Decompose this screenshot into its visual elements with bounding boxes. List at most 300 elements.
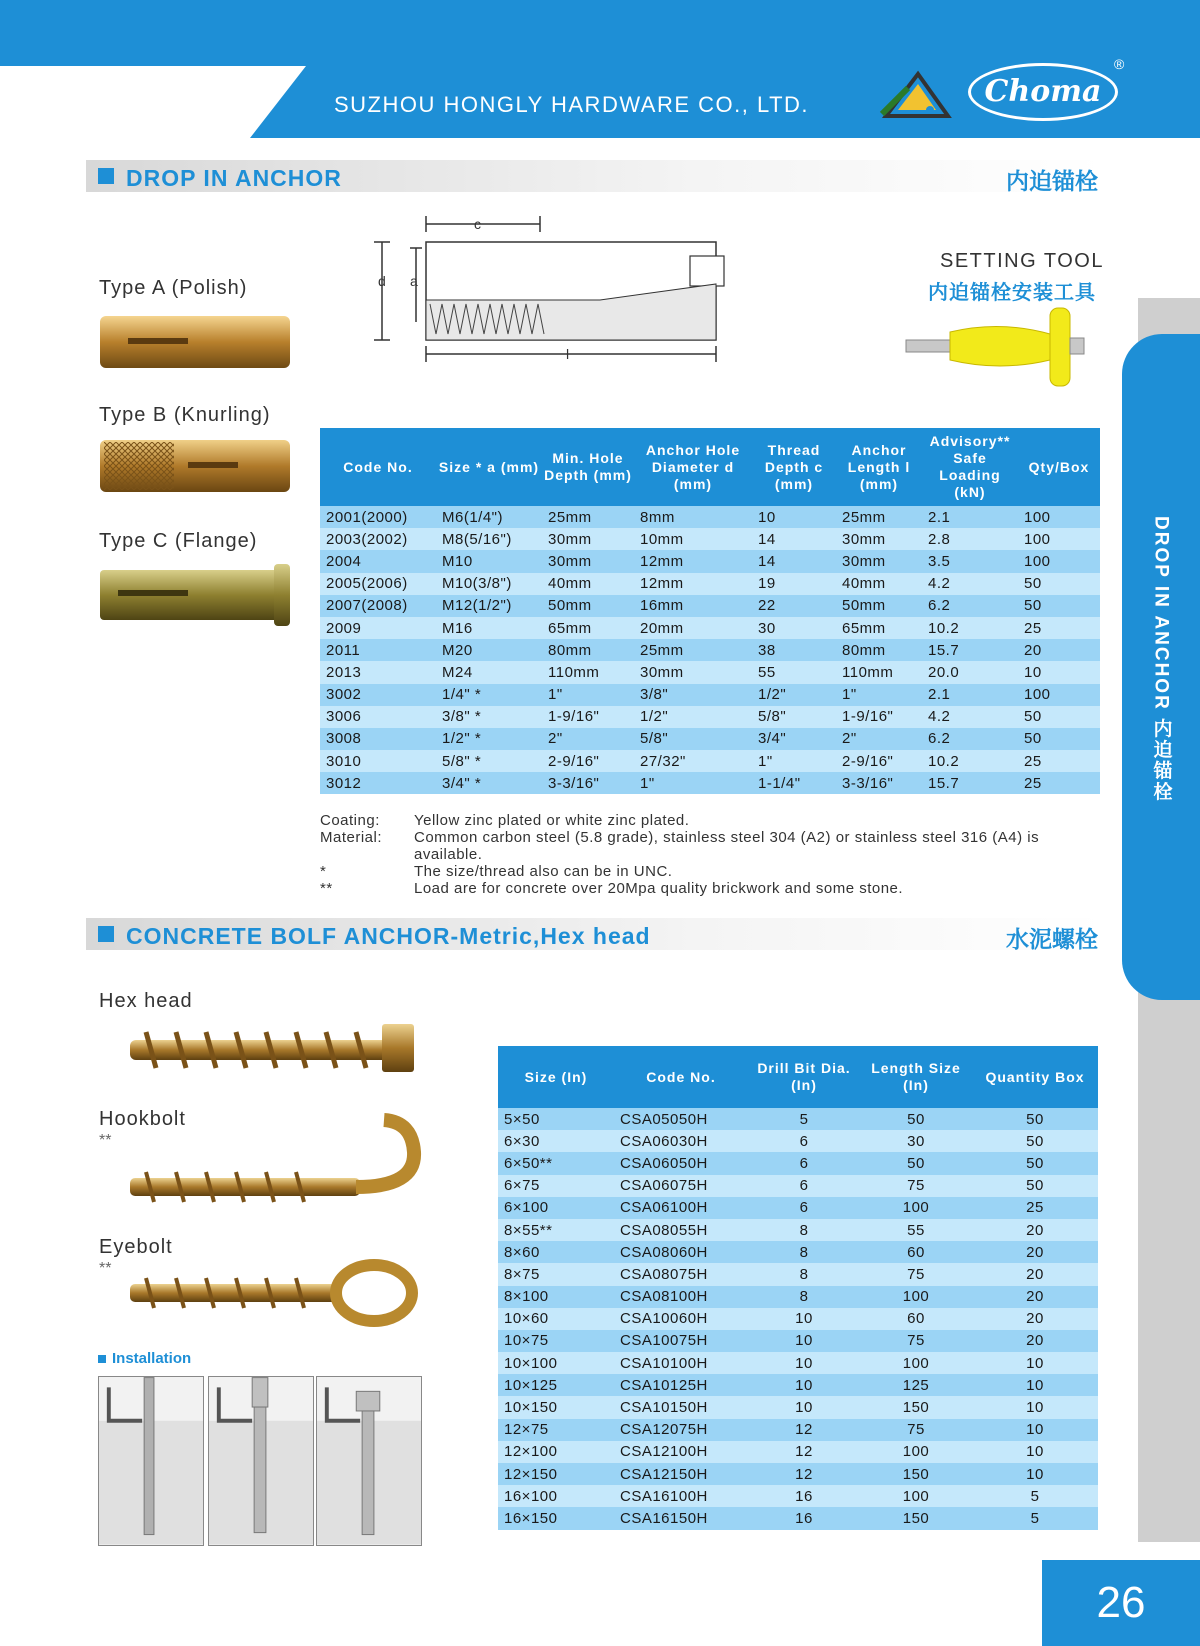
table-cell: 25 [1018, 617, 1100, 639]
diagram-label-l: l [566, 346, 570, 362]
table-cell: CSA08060H [614, 1241, 748, 1263]
table-cell: 50 [1018, 573, 1100, 595]
table-cell: M8(5/16") [436, 528, 542, 550]
table-cell: 50 [1018, 728, 1100, 750]
table-cell: 10×75 [498, 1330, 614, 1352]
table-cell: 5/8" * [436, 750, 542, 772]
table-cell: 1/2" [752, 684, 836, 706]
table-row [320, 573, 1100, 595]
table-cell: 16×150 [498, 1507, 614, 1529]
table-cell: 5 [972, 1507, 1098, 1529]
table-cell: 10 [972, 1441, 1098, 1463]
table-cell: 8×60 [498, 1241, 614, 1263]
triangle-logo-icon [878, 70, 952, 120]
header-band [0, 0, 1200, 66]
table-cell: 50 [860, 1108, 972, 1130]
table-row [498, 1507, 1098, 1529]
table-cell: 16mm [634, 595, 752, 617]
table-cell: CSA08055H [614, 1219, 748, 1241]
table-cell: 10×60 [498, 1308, 614, 1330]
table-row [498, 1152, 1098, 1174]
table-cell: CSA10060H [614, 1308, 748, 1330]
notes-block [320, 812, 1084, 897]
table-cell: 8 [748, 1219, 860, 1241]
col-header: Thread Depth c (mm) [752, 428, 836, 506]
col-header: Advisory** Safe Loading (kN) [922, 428, 1018, 506]
table-cell: 1/2" [634, 706, 752, 728]
table-cell: 110mm [836, 661, 922, 683]
note-row [320, 880, 1084, 897]
table-cell: 20 [972, 1286, 1098, 1308]
table-cell: 30mm [542, 528, 634, 550]
table-cell: 2001(2000) [320, 506, 436, 528]
table-cell: 75 [860, 1263, 972, 1285]
table-row [498, 1108, 1098, 1130]
col-header: Qty/Box [1018, 428, 1100, 506]
table-row [320, 750, 1100, 772]
section-title-cn: 内迫锚栓 [1006, 168, 1098, 194]
table-cell: 10mm [634, 528, 752, 550]
installation-square-icon [98, 1355, 106, 1363]
table-cell: 16×100 [498, 1485, 614, 1507]
type-c-anchor-image [98, 562, 294, 628]
table-cell: 20 [972, 1308, 1098, 1330]
table-cell: 10 [972, 1419, 1098, 1441]
table-cell: 50mm [542, 595, 634, 617]
table-cell: 60 [860, 1308, 972, 1330]
table-cell: 2003(2002) [320, 528, 436, 550]
table-row [498, 1197, 1098, 1219]
table-cell: 1-9/16" [836, 706, 922, 728]
table-cell: CSA10150H [614, 1396, 748, 1418]
table-cell: 12 [748, 1463, 860, 1485]
col-header: Code No. [614, 1046, 748, 1108]
table-cell: 25mm [542, 506, 634, 528]
table-cell: 2-9/16" [542, 750, 634, 772]
note-key: ** [320, 880, 333, 897]
concrete-bolt-table [498, 1046, 1098, 1530]
installation-step-1-image [98, 1376, 204, 1546]
table-row [498, 1130, 1098, 1152]
table-cell: 12mm [634, 550, 752, 572]
table-cell: 8mm [634, 506, 752, 528]
table-row [498, 1419, 1098, 1441]
table-cell: CSA06050H [614, 1152, 748, 1174]
table-cell: CSA16100H [614, 1485, 748, 1507]
table-cell: M10(3/8") [436, 573, 542, 595]
table-cell: 10 [748, 1396, 860, 1418]
table-cell: 100 [860, 1485, 972, 1507]
eyebolt-mark: ** [99, 1260, 112, 1277]
diagram-label-a: a [410, 273, 418, 289]
table-row [498, 1241, 1098, 1263]
table-cell: CSA10100H [614, 1352, 748, 1374]
table-cell: 12×150 [498, 1463, 614, 1485]
table-cell: 150 [860, 1463, 972, 1485]
table-cell: 100 [1018, 506, 1100, 528]
brand-logo: Choma [968, 63, 1118, 121]
table-cell: 8×75 [498, 1263, 614, 1285]
table-cell: 2011 [320, 639, 436, 661]
type-a-anchor-image [98, 312, 294, 372]
note-key: * [320, 863, 327, 880]
table-cell: 10.2 [922, 617, 1018, 639]
table-cell: 10 [972, 1396, 1098, 1418]
table-cell: CSA08075H [614, 1263, 748, 1285]
installation-step-2-image [208, 1376, 314, 1546]
table-cell: 30mm [542, 550, 634, 572]
table-cell: 10 [752, 506, 836, 528]
table-cell: 25mm [634, 639, 752, 661]
table-cell: 125 [860, 1374, 972, 1396]
col-header: Anchor Hole Diameter d (mm) [634, 428, 752, 506]
table-cell: 3.5 [922, 550, 1018, 572]
hex-head-bolt-image [126, 1018, 426, 1078]
table-cell: 1-9/16" [542, 706, 634, 728]
table-cell: 1" [752, 750, 836, 772]
table-cell: 150 [860, 1507, 972, 1529]
note-value: The size/thread also can be in UNC. [414, 863, 673, 880]
table-cell: 50 [1018, 595, 1100, 617]
table-row [320, 506, 1100, 528]
table-cell: 150 [860, 1396, 972, 1418]
table-row [320, 595, 1100, 617]
table-cell: 6×30 [498, 1130, 614, 1152]
company-name: SUZHOU HONGLY HARDWARE CO., LTD. [334, 92, 810, 117]
table-cell: CSA12100H [614, 1441, 748, 1463]
table-cell: CSA05050H [614, 1108, 748, 1130]
table-cell: M12(1/2") [436, 595, 542, 617]
table-cell: 65mm [542, 617, 634, 639]
table-cell: 12×75 [498, 1419, 614, 1441]
table-cell: 10 [748, 1330, 860, 1352]
table-cell: CSA08100H [614, 1286, 748, 1308]
table-row [320, 728, 1100, 750]
table-cell: 6×75 [498, 1175, 614, 1197]
table-cell: CSA06100H [614, 1197, 748, 1219]
table-cell: 10 [748, 1308, 860, 1330]
table-cell: 6.2 [922, 595, 1018, 617]
table-cell: 12 [748, 1419, 860, 1441]
hex-head-label: Hex head [99, 990, 193, 1012]
table-cell: 3006 [320, 706, 436, 728]
table-cell: 15.7 [922, 639, 1018, 661]
installation-label: Installation [112, 1350, 192, 1367]
eyebolt-image [126, 1248, 426, 1328]
table-cell: 2007(2008) [320, 595, 436, 617]
table-cell: 100 [1018, 684, 1100, 706]
installation-step-3-image [316, 1376, 422, 1546]
table-cell: 5 [748, 1108, 860, 1130]
hookbolt-mark: ** [99, 1132, 112, 1149]
table-cell: 10 [748, 1352, 860, 1374]
table-cell: 2004 [320, 550, 436, 572]
table-row [498, 1374, 1098, 1396]
section-title: DROP IN ANCHOR [126, 165, 342, 191]
note-row [320, 812, 1084, 829]
table-cell: 14 [752, 528, 836, 550]
table-cell: 50mm [836, 595, 922, 617]
table-cell: 65mm [836, 617, 922, 639]
table-cell: 50 [972, 1108, 1098, 1130]
table-cell: 8 [748, 1241, 860, 1263]
col-header: Anchor Length l (mm) [836, 428, 922, 506]
installation-title [98, 1350, 191, 1367]
table-cell: CSA10125H [614, 1374, 748, 1396]
table-cell: CSA10075H [614, 1330, 748, 1352]
table-row [498, 1308, 1098, 1330]
table-row [320, 550, 1100, 572]
table-row [320, 528, 1100, 550]
col-header: Size (In) [498, 1046, 614, 1108]
table-cell: 6.2 [922, 728, 1018, 750]
table-cell: 12×100 [498, 1441, 614, 1463]
table-cell: 1" [634, 772, 752, 794]
table-cell: 1/2" * [436, 728, 542, 750]
table-cell: 10 [972, 1463, 1098, 1485]
table-cell: 1/4" * [436, 684, 542, 706]
registered-mark: ® [1114, 56, 1125, 72]
table-cell: 5/8" [634, 728, 752, 750]
setting-tool-label-cn: 内迫锚栓安装工具 [928, 282, 1096, 304]
table-cell: CSA06030H [614, 1130, 748, 1152]
table-row [498, 1219, 1098, 1241]
table-cell: 100 [1018, 550, 1100, 572]
table-cell: 5 [972, 1485, 1098, 1507]
table-cell: 40mm [542, 573, 634, 595]
section-concrete-bolt-bar [86, 918, 1104, 950]
table-cell: 30mm [836, 550, 922, 572]
table-cell: M6(1/4") [436, 506, 542, 528]
table-cell: 40mm [836, 573, 922, 595]
table-cell: 20 [972, 1330, 1098, 1352]
table-cell: 100 [860, 1286, 972, 1308]
table-header-row [320, 428, 1100, 506]
table-cell: 3-3/16" [542, 772, 634, 794]
diagram-label-d: d [378, 273, 386, 289]
table-cell: 20.0 [922, 661, 1018, 683]
col-header: Quantity Box [972, 1046, 1098, 1108]
table-header-row [498, 1046, 1098, 1108]
table-cell: 19 [752, 573, 836, 595]
note-row [320, 829, 1084, 863]
table-cell: 10 [972, 1374, 1098, 1396]
table-cell: 3/4" * [436, 772, 542, 794]
eyebolt-label: Eyebolt [99, 1236, 173, 1258]
table-cell: 25 [1018, 750, 1100, 772]
note-row [320, 863, 1084, 880]
col-header: Length Size (In) [860, 1046, 972, 1108]
diagram-label-c: c [474, 216, 481, 232]
table-cell: CSA16150H [614, 1507, 748, 1529]
table-cell: 10×150 [498, 1396, 614, 1418]
table-cell: 110mm [542, 661, 634, 683]
table-cell: 3010 [320, 750, 436, 772]
section-square-icon [98, 168, 114, 184]
table-row [498, 1463, 1098, 1485]
table-cell: 5×50 [498, 1108, 614, 1130]
table-cell: 50 [972, 1130, 1098, 1152]
table-cell: 55 [752, 661, 836, 683]
hookbolt-label: Hookbolt [99, 1108, 186, 1130]
section-title-cn: 水泥螺栓 [1006, 926, 1098, 952]
table-cell: 15.7 [922, 772, 1018, 794]
page-number: 26 [1042, 1560, 1200, 1646]
section-drop-in-anchor-bar [86, 160, 1104, 192]
table-cell: 55 [860, 1219, 972, 1241]
section-square-icon [98, 926, 114, 942]
table-cell: 100 [860, 1352, 972, 1374]
table-cell: 3008 [320, 728, 436, 750]
table-cell: 6 [748, 1130, 860, 1152]
table-cell: 80mm [542, 639, 634, 661]
table-cell: 10 [1018, 661, 1100, 683]
note-value: Load are for concrete over 20Mpa quality brickwork and some stone. [414, 880, 904, 897]
table-cell: CSA06075H [614, 1175, 748, 1197]
table-cell: 50 [1018, 706, 1100, 728]
table-cell: 75 [860, 1330, 972, 1352]
table-cell: 2" [836, 728, 922, 750]
side-tab-label: DROP IN ANCHOR 内迫锚栓 [1150, 516, 1172, 803]
table-cell: CSA12075H [614, 1419, 748, 1441]
table-cell: 50 [860, 1152, 972, 1174]
table-cell: 6 [748, 1152, 860, 1174]
table-row [320, 639, 1100, 661]
table-cell: 16 [748, 1507, 860, 1529]
type-b-label: Type B (Knurling) [99, 404, 271, 426]
table-cell: 8 [748, 1286, 860, 1308]
col-header: Size * a (mm) [436, 428, 542, 506]
table-cell: 3/8" * [436, 706, 542, 728]
table-cell: 38 [752, 639, 836, 661]
table-cell: 30mm [634, 661, 752, 683]
table-row [498, 1175, 1098, 1197]
table-cell: 6×100 [498, 1197, 614, 1219]
anchor-dimension-diagram [370, 212, 750, 372]
table-cell: 20mm [634, 617, 752, 639]
table-cell: 75 [860, 1419, 972, 1441]
table-cell: 16 [748, 1485, 860, 1507]
col-header: Code No. [320, 428, 436, 506]
table-cell: 30 [860, 1130, 972, 1152]
table-cell: 8×100 [498, 1286, 614, 1308]
table-cell: 25 [1018, 772, 1100, 794]
table-cell: 1" [836, 684, 922, 706]
setting-tool-image [900, 302, 1090, 392]
table-row [320, 661, 1100, 683]
table-cell: 20 [1018, 639, 1100, 661]
table-cell: 3/4" [752, 728, 836, 750]
table-row [498, 1263, 1098, 1285]
table-cell: 100 [1018, 528, 1100, 550]
note-key: Material: [320, 829, 383, 846]
table-row [320, 706, 1100, 728]
table-cell: 22 [752, 595, 836, 617]
table-cell: M24 [436, 661, 542, 683]
table-cell: M20 [436, 639, 542, 661]
section-title: CONCRETE BOLF ANCHOR-Metric,Hex head [126, 923, 651, 949]
table-cell: 10×125 [498, 1374, 614, 1396]
table-cell: 2.1 [922, 684, 1018, 706]
table-cell: 6 [748, 1197, 860, 1219]
table-cell: 20 [972, 1241, 1098, 1263]
table-cell: 8×55** [498, 1219, 614, 1241]
table-cell: CSA12150H [614, 1463, 748, 1485]
table-cell: 3002 [320, 684, 436, 706]
hookbolt-image [126, 1112, 426, 1222]
table-cell: 3-3/16" [836, 772, 922, 794]
table-cell: 14 [752, 550, 836, 572]
table-cell: 50 [972, 1175, 1098, 1197]
table-row [498, 1330, 1098, 1352]
table-row [320, 772, 1100, 794]
table-cell: 2" [542, 728, 634, 750]
table-cell: 75 [860, 1175, 972, 1197]
setting-tool-label: SETTING TOOL [940, 250, 1104, 272]
table-cell: 3/8" [634, 684, 752, 706]
type-b-anchor-image [98, 436, 294, 496]
table-cell: 5/8" [752, 706, 836, 728]
table-cell: 4.2 [922, 706, 1018, 728]
table-cell: 10 [972, 1352, 1098, 1374]
type-a-label: Type A (Polish) [99, 277, 248, 299]
table-cell: 30 [752, 617, 836, 639]
table-cell: 100 [860, 1197, 972, 1219]
table-row [498, 1286, 1098, 1308]
table-row [498, 1396, 1098, 1418]
table-cell: M10 [436, 550, 542, 572]
drop-in-anchor-table [320, 428, 1100, 794]
table-row [498, 1485, 1098, 1507]
header-notch [0, 66, 250, 138]
type-c-label: Type C (Flange) [99, 530, 258, 552]
table-cell: 3012 [320, 772, 436, 794]
table-cell: 2009 [320, 617, 436, 639]
table-cell: 6×50** [498, 1152, 614, 1174]
table-cell: 20 [972, 1219, 1098, 1241]
table-cell: 12 [748, 1441, 860, 1463]
col-header: Min. Hole Depth (mm) [542, 428, 634, 506]
table-cell: 12mm [634, 573, 752, 595]
table-cell: M16 [436, 617, 542, 639]
table-cell: 2005(2006) [320, 573, 436, 595]
note-value: Common carbon steel (5.8 grade), stainless steel 304 (A2) or stainless steel 316 (A4) is available. [414, 829, 1040, 863]
table-cell: 60 [860, 1241, 972, 1263]
table-cell: 10.2 [922, 750, 1018, 772]
table-row [498, 1352, 1098, 1374]
table-cell: 1" [542, 684, 634, 706]
table-cell: 6 [748, 1175, 860, 1197]
table-cell: 2.8 [922, 528, 1018, 550]
table-row [320, 617, 1100, 639]
table-cell: 25mm [836, 506, 922, 528]
col-header: Drill Bit Dia. (In) [748, 1046, 860, 1108]
table-row [498, 1441, 1098, 1463]
table-cell: 25 [972, 1197, 1098, 1219]
table-cell: 10×100 [498, 1352, 614, 1374]
table-cell: 100 [860, 1441, 972, 1463]
table-row [320, 684, 1100, 706]
table-cell: 2-9/16" [836, 750, 922, 772]
table-cell: 80mm [836, 639, 922, 661]
note-value: Yellow zinc plated or white zinc plated. [414, 812, 690, 829]
table-cell: 2.1 [922, 506, 1018, 528]
table-cell: 20 [972, 1263, 1098, 1285]
header-slant [250, 66, 306, 138]
table-cell: 2013 [320, 661, 436, 683]
note-key: Coating: [320, 812, 380, 829]
table-cell: 1-1/4" [752, 772, 836, 794]
